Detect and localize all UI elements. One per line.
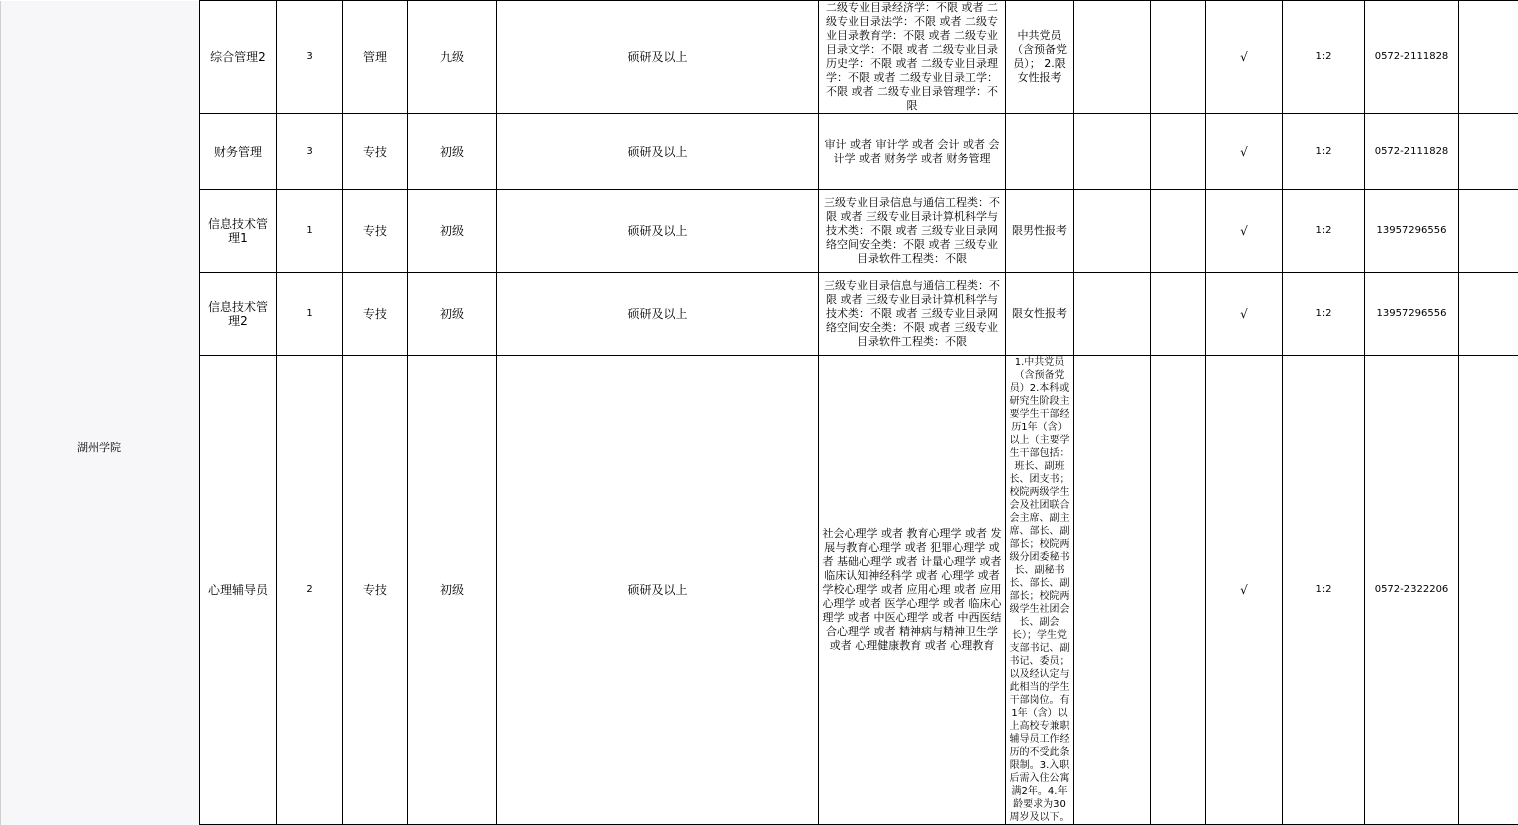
count-cell: 3 [277,1,343,114]
major-cell: 三级专业目录信息与通信工程类：不限 或者 三级专业目录计算机科学与技术类：不限 或者 三级专业目录网络空间安全类：不限 或者 三级专业目录软件工程类：不限 [819,190,1006,273]
education-cell: 硕研及以上 [497,356,819,825]
count-cell: 2 [277,356,343,825]
major-cell: 二级专业目录经济学：不限 或者 二级专业目录法学：不限 或者 二级专业目录教育学：不限 或者 二级专业目录文学：不限 或者 二级专业目录历史学：不限 或者 二级专业目录理学：不限 或者 二级专业目录工学：不限 或者 二级专业目录管理学：不限 [819,1,1006,114]
empty-cell [1151,190,1206,273]
position-cell: 综合管理2 [200,1,277,114]
empty-cell [1074,273,1151,356]
education-cell: 硕研及以上 [497,114,819,190]
empty-cell [1151,273,1206,356]
major-cell: 三级专业目录信息与通信工程类：不限 或者 三级专业目录计算机科学与技术类：不限 或者 三级专业目录网络空间安全类：不限 或者 三级专业目录软件工程类：不限 [819,273,1006,356]
category-cell: 专技 [343,190,408,273]
requirement-cell: 中共党员（含预备党员）； 2.限女性报考 [1006,1,1074,114]
category-cell: 专技 [343,356,408,825]
level-cell: 初级 [408,190,497,273]
requirement-cell: 限男性报考 [1006,190,1074,273]
table-row [1,190,1518,273]
level-cell: 初级 [408,356,497,825]
phone-cell: 0572-2322206 [1365,356,1459,825]
table-row [1,356,1518,825]
check-mark-cell: √ [1206,356,1283,825]
empty-cell [1459,273,1518,356]
requirement-cell: 1.中共党员（含预备党员）2.本科或研究生阶段主要学生干部经历1年（含）以上（主要学生干部包括：班长、副班长、团支书；校院两级学生会及社团联合会主席、副主席、部长、副部长；校院两级分团委秘书长、副秘书长、部长、副部长；校院两级学生社团会长、副会长）；学生党支部书记、副书记、委员；以及经认定与此相当的学生干部岗位。有1年（含）以上高校专兼职辅导员工作经历的不受此条限制。3.入职后需入住公寓满2年。4.年龄要求为30周岁及以下。 [1006,356,1074,825]
position-cell: 财务管理 [200,114,277,190]
ratio-cell: 1:2 [1283,356,1365,825]
check-mark-cell: √ [1206,273,1283,356]
empty-cell [1459,356,1518,825]
check-mark-cell: √ [1206,1,1283,114]
school-name: 湖州学院 [77,441,121,454]
ratio-cell: 1:2 [1283,273,1365,356]
empty-cell [1074,114,1151,190]
position-cell: 心理辅导员 [200,356,277,825]
phone-cell: 0572-2111828 [1365,114,1459,190]
category-cell: 专技 [343,273,408,356]
count-cell: 3 [277,114,343,190]
table-row [1,273,1518,356]
level-cell: 初级 [408,114,497,190]
empty-cell [1459,1,1518,114]
level-cell: 初级 [408,273,497,356]
empty-cell [1459,114,1518,190]
check-mark-cell: √ [1206,114,1283,190]
major-cell: 审计 或者 审计学 或者 会计 或者 会计学 或者 财务学 或者 财务管理 [819,114,1006,190]
phone-cell: 0572-2111828 [1365,1,1459,114]
category-cell: 专技 [343,114,408,190]
school-name-cell [1,1,200,825]
phone-cell: 13957296556 [1365,273,1459,356]
empty-cell [1074,190,1151,273]
requirement-cell [1006,114,1074,190]
count-cell: 1 [277,273,343,356]
empty-cell [1151,356,1206,825]
category-cell: 管理 [343,1,408,114]
table-row [1,1,1518,114]
ratio-cell: 1:2 [1283,1,1365,114]
table-row [1,114,1518,190]
empty-cell [1151,1,1206,114]
empty-cell [1074,1,1151,114]
empty-cell [1074,356,1151,825]
ratio-cell: 1:2 [1283,114,1365,190]
check-mark-cell: √ [1206,190,1283,273]
phone-cell: 13957296556 [1365,190,1459,273]
empty-cell [1459,190,1518,273]
education-cell: 硕研及以上 [497,1,819,114]
requirement-cell: 限女性报考 [1006,273,1074,356]
ratio-cell: 1:2 [1283,190,1365,273]
position-cell: 信息技术管理1 [200,190,277,273]
major-cell: 社会心理学 或者 教育心理学 或者 发展与教育心理学 或者 犯罪心理学 或者 基础心理学 或者 计量心理学 或者 临床认知神经科学 或者 心理学 或者 学校心理学 或者 应用心理 或者 应用心理学 或者 医学心理学 或者 临床心理学 或者 中医心理学 或者 中西医结合心理学 或者 精神病与精神卫生学 或者 心理健康教育 或者 心理教育 [819,356,1006,825]
position-cell: 信息技术管理2 [200,273,277,356]
empty-cell [1151,114,1206,190]
education-cell: 硕研及以上 [497,273,819,356]
education-cell: 硕研及以上 [497,190,819,273]
count-cell: 1 [277,190,343,273]
level-cell: 九级 [408,1,497,114]
